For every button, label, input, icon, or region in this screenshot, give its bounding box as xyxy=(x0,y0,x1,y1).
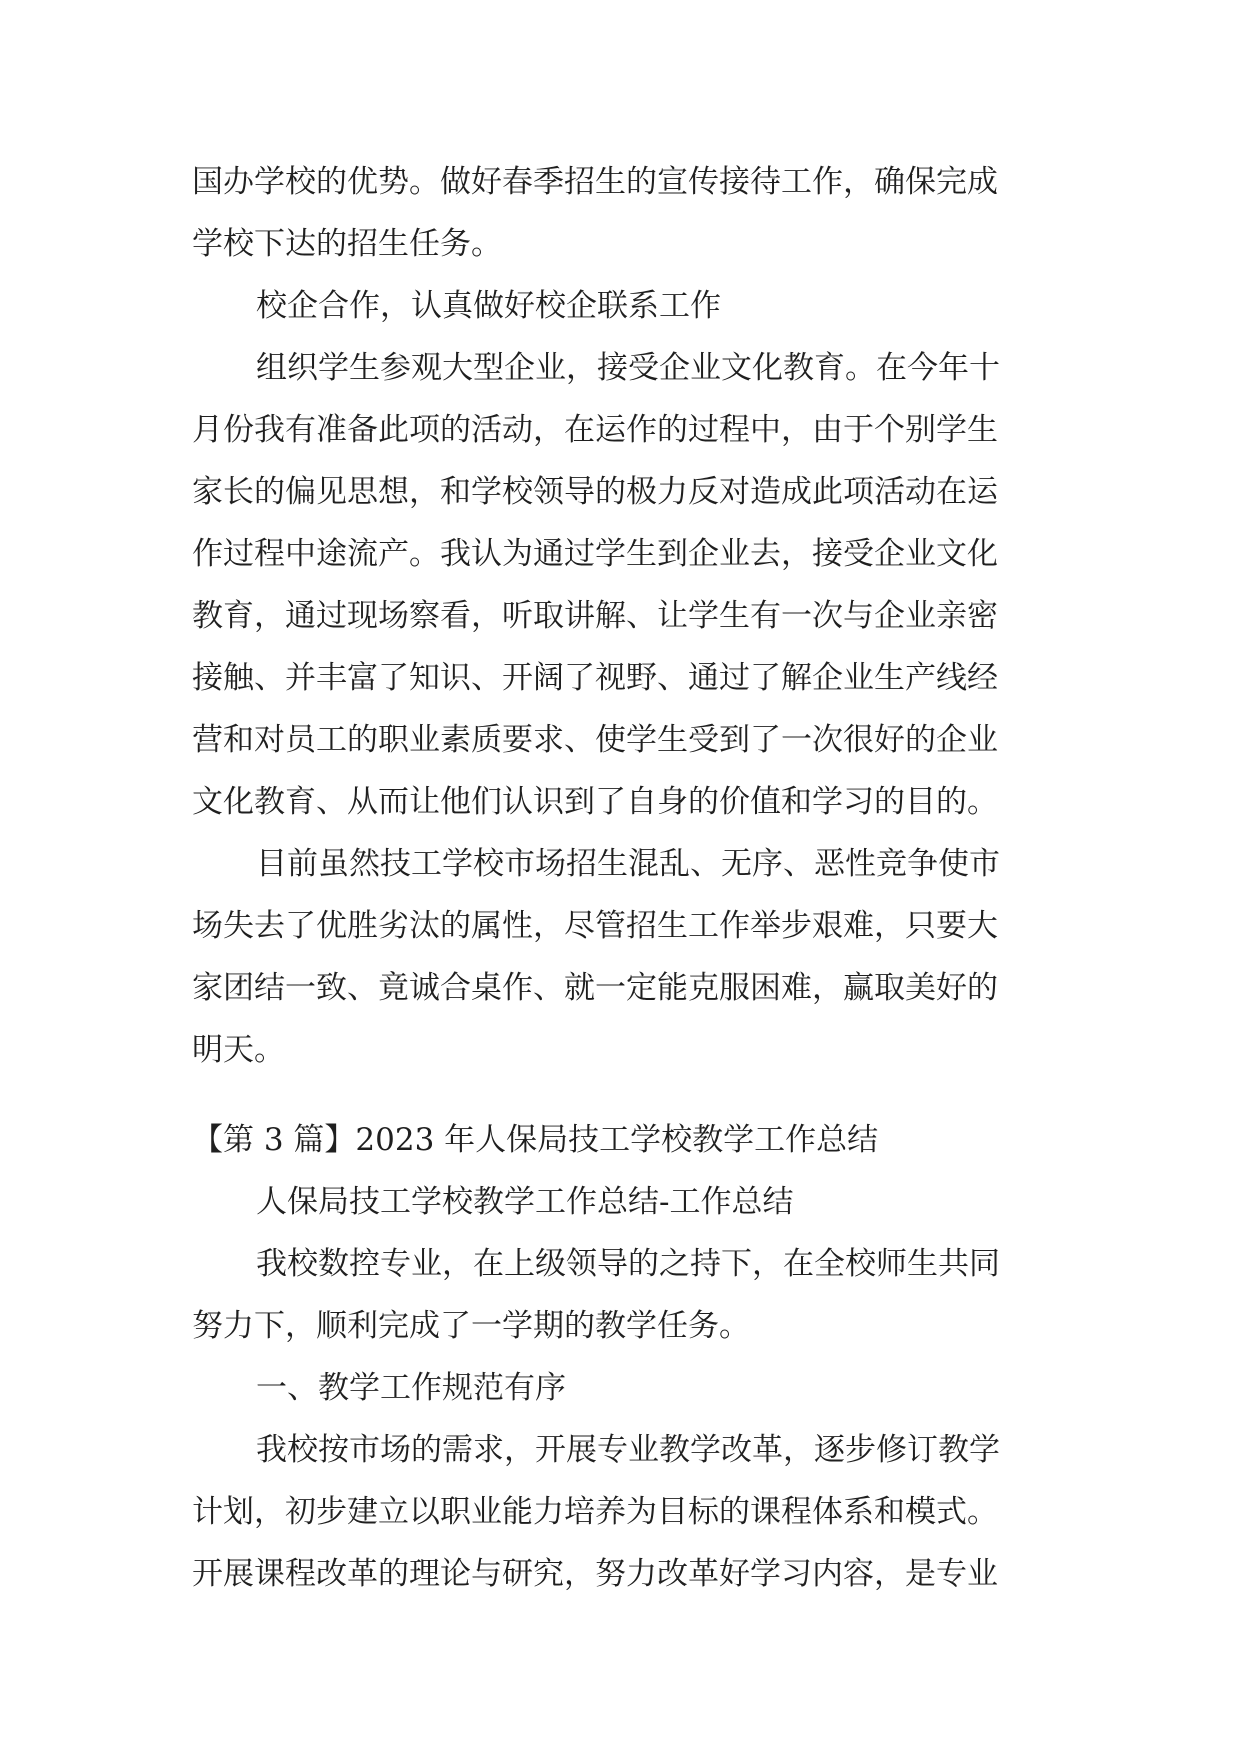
text-line: 国办学校的优势。做好春季招生的宣传接待工作，确保完成 xyxy=(192,164,998,200)
section-heading: 校企合作，认真做好校企联系工作 xyxy=(256,288,721,324)
text-line: 家长的偏见思想，和学校领导的极力反对造成此项活动在运 xyxy=(192,474,998,510)
section-heading: 一、教学工作规范有序 xyxy=(256,1370,566,1406)
text-line: 目前虽然技工学校市场招生混乱、无序、恶性竞争使市 xyxy=(256,846,1000,882)
text-line: 月份我有准备此项的活动，在运作的过程中，由于个别学生 xyxy=(192,412,998,448)
text-line: 我校数控专业，在上级领导的之持下，在全校师生共同 xyxy=(256,1246,1000,1282)
text-line: 家团结一致、竟诚合桌作、就一定能克服困难，赢取美好的 xyxy=(192,970,998,1006)
text-line: 营和对员工的职业素质要求、使学生受到了一次很好的企业 xyxy=(192,722,998,758)
text-line: 努力下，顺利完成了一学期的教学任务。 xyxy=(192,1308,750,1344)
article-subtitle: 人保局技工学校教学工作总结-工作总结 xyxy=(256,1184,794,1220)
text-line: 计划，初步建立以职业能力培养为目标的课程体系和模式。 xyxy=(192,1494,998,1530)
text-line: 开展课程改革的理论与研究，努力改革好学习内容，是专业 xyxy=(192,1556,998,1592)
article-title: 【第 3 篇】2023 年人保局技工学校教学工作总结 xyxy=(192,1122,879,1158)
text-line: 我校按市场的需求，开展专业教学改革，逐步修订教学 xyxy=(256,1432,1000,1468)
text-line: 教育，通过现场察看，听取讲解、让学生有一次与企业亲密 xyxy=(192,598,998,634)
text-line: 明天。 xyxy=(192,1032,285,1068)
text-line: 作过程中途流产。我认为通过学生到企业去，接受企业文化 xyxy=(192,536,998,572)
text-line: 场失去了优胜劣汰的属性，尽管招生工作举步艰难，只要大 xyxy=(192,908,998,944)
text-line: 组织学生参观大型企业，接受企业文化教育。在今年十 xyxy=(256,350,1000,386)
text-line: 学校下达的招生任务。 xyxy=(192,226,502,262)
text-line: 接触、并丰富了知识、开阔了视野、通过了解企业生产线经 xyxy=(192,660,998,696)
text-line: 文化教育、从而让他们认识到了自身的价值和学习的目的。 xyxy=(192,784,998,820)
